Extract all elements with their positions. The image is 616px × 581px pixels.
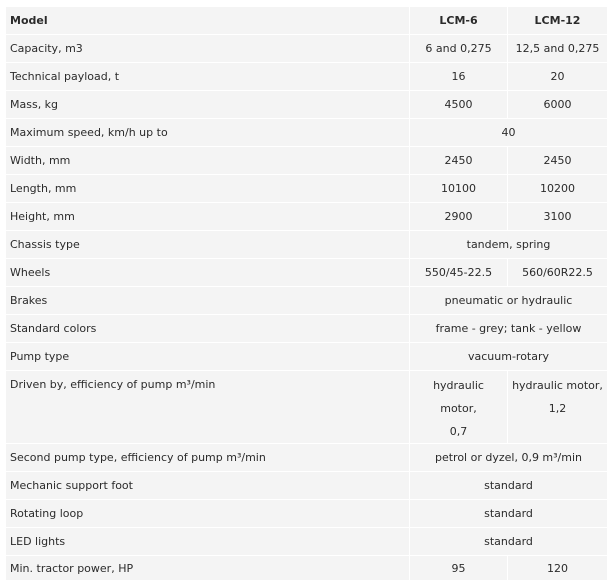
row-label: Mass, kg bbox=[6, 91, 410, 118]
row-label: Mechanic support foot bbox=[6, 472, 410, 499]
row-label: Chassis type bbox=[6, 231, 410, 258]
value-shared: standard bbox=[410, 472, 608, 499]
value-lcm-12: 560/60R22.5 bbox=[508, 259, 608, 286]
header-lcm-12: LCM-12 bbox=[508, 7, 608, 34]
specifications-table bbox=[6, 6, 608, 581]
value-lcm-12: 20 bbox=[508, 63, 608, 90]
row-label: LED lights bbox=[6, 528, 410, 555]
value-shared: standard bbox=[410, 528, 608, 555]
value-line: hydraulic motor, bbox=[512, 379, 603, 392]
table-row bbox=[6, 444, 608, 471]
row-label: Pump type bbox=[6, 343, 410, 370]
row-label: Second pump type, efficiency of pump m³/min bbox=[6, 444, 410, 471]
table-row bbox=[6, 528, 608, 555]
row-label: Technical payload, t bbox=[6, 63, 410, 90]
value-lcm-6: 16 bbox=[410, 63, 508, 90]
row-label: Standard colors bbox=[6, 315, 410, 342]
table-row bbox=[6, 556, 608, 580]
table-row bbox=[6, 371, 608, 443]
row-label: Height, mm bbox=[6, 203, 410, 230]
value-lcm-6: 4500 bbox=[410, 91, 508, 118]
row-label: Capacity, m3 bbox=[6, 35, 410, 62]
table-row bbox=[6, 119, 608, 146]
value-shared: standard bbox=[410, 500, 608, 527]
table-row bbox=[6, 343, 608, 370]
row-label: Width, mm bbox=[6, 147, 410, 174]
value-shared: tandem, spring bbox=[410, 231, 608, 258]
value-lcm-6 bbox=[410, 371, 508, 443]
value-lcm-6: 95 bbox=[410, 556, 508, 580]
value-shared: pneumatic or hydraulic bbox=[410, 287, 608, 314]
value-lcm-6: 6 and 0,275 bbox=[410, 35, 508, 62]
value-line: hydraulic motor, bbox=[433, 379, 484, 415]
table-row bbox=[6, 315, 608, 342]
header-model: Model bbox=[6, 7, 410, 34]
table-row bbox=[6, 63, 608, 90]
table-row bbox=[6, 259, 608, 286]
value-lcm-6: 2900 bbox=[410, 203, 508, 230]
value-line: 0,7 bbox=[449, 425, 468, 438]
value-lcm-12: 12,5 and 0,275 bbox=[508, 35, 608, 62]
row-label: Min. tractor power, HP bbox=[6, 556, 410, 580]
value-shared: 40 bbox=[410, 119, 608, 146]
row-label: Rotating loop bbox=[6, 500, 410, 527]
table-row bbox=[6, 231, 608, 258]
table-header-row bbox=[6, 7, 608, 34]
value-lcm-12: 2450 bbox=[508, 147, 608, 174]
row-label: Maximum speed, km/h up to bbox=[6, 119, 410, 146]
table-row bbox=[6, 203, 608, 230]
row-label: Length, mm bbox=[6, 175, 410, 202]
header-lcm-6: LCM-6 bbox=[410, 7, 508, 34]
table-row bbox=[6, 147, 608, 174]
value-lcm-6: 10100 bbox=[410, 175, 508, 202]
value-lcm-12: 3100 bbox=[508, 203, 608, 230]
table-row bbox=[6, 287, 608, 314]
table-row bbox=[6, 472, 608, 499]
value-lcm-6: 2450 bbox=[410, 147, 508, 174]
value-shared: frame - grey; tank - yellow bbox=[410, 315, 608, 342]
row-label: Driven by, efficiency of pump m³/min bbox=[6, 371, 410, 443]
value-lcm-12: 10200 bbox=[508, 175, 608, 202]
value-shared: petrol or dyzel, 0,9 m³/min bbox=[410, 444, 608, 471]
value-line: 1,2 bbox=[548, 402, 567, 415]
row-label: Wheels bbox=[6, 259, 410, 286]
row-label: Brakes bbox=[6, 287, 410, 314]
table-row bbox=[6, 175, 608, 202]
value-shared: vacuum-rotary bbox=[410, 343, 608, 370]
value-lcm-12: 6000 bbox=[508, 91, 608, 118]
value-lcm-6: 550/45-22.5 bbox=[410, 259, 508, 286]
table-row bbox=[6, 35, 608, 62]
table-row bbox=[6, 500, 608, 527]
table-row bbox=[6, 91, 608, 118]
value-lcm-12 bbox=[508, 371, 608, 443]
value-lcm-12: 120 bbox=[508, 556, 608, 580]
